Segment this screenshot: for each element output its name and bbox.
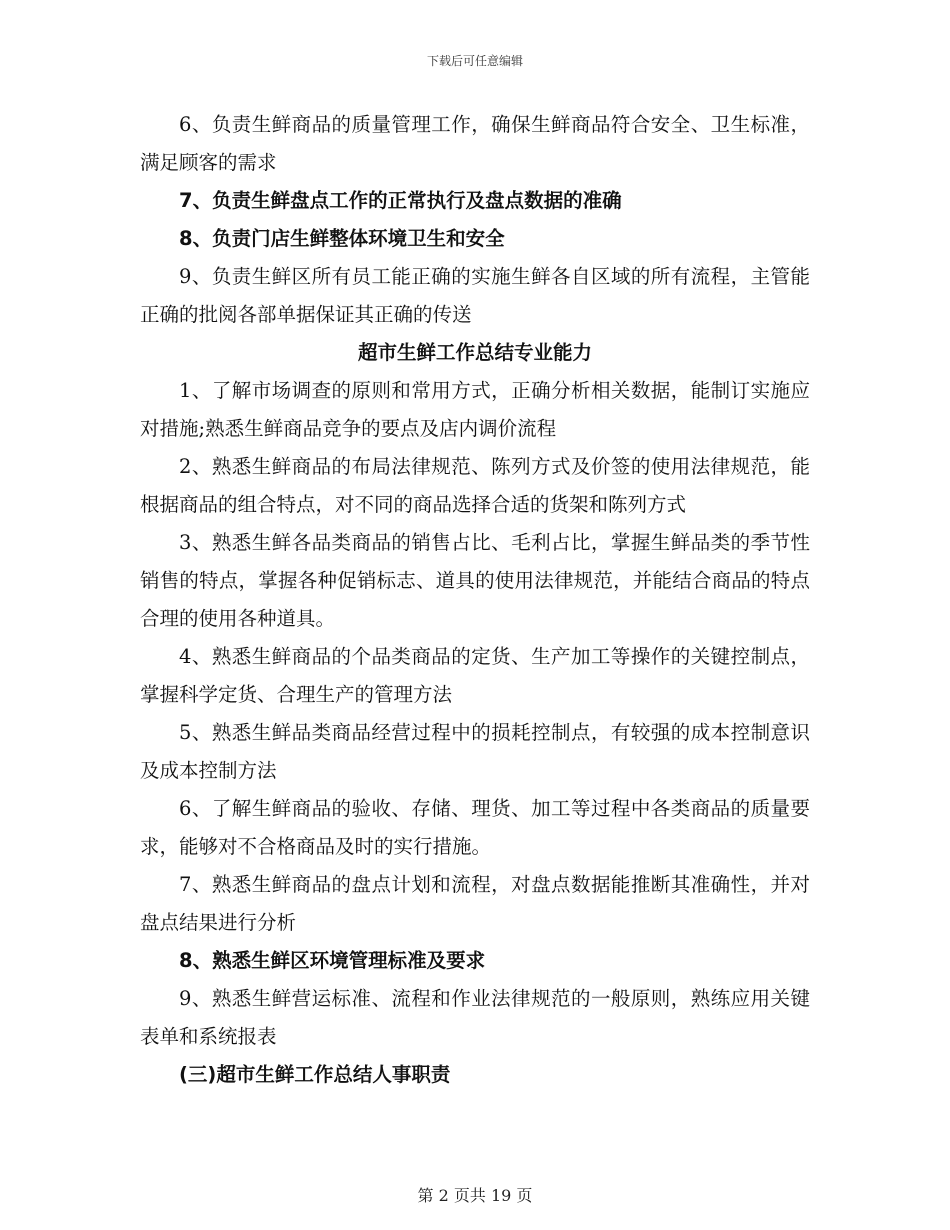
subsection-heading: (三)超市生鲜工作总结人事职责 [179,1063,451,1086]
paragraph-4: 9、负责生鲜区所有员工能正确的实施生鲜各自区域的所有流程，主管能正确的批阅各部单据保证其正确的传送 [140,265,810,326]
section-paragraph-3: 3、熟悉生鲜各品类商品的销售占比、毛利占比，掌握生鲜品类的季节性销售的特点，掌握各种促销标志、道具的使用法律规范，并能结合商品的特点合理的使用各种道具。 [140,531,810,630]
page-footer: 第 2 页共 19 页 [417,1186,533,1205]
paragraph-1: 6、负责生鲜商品的质量管理工作，确保生鲜商品符合安全、卫生标准，满足顾客的需求 [140,113,810,174]
section-paragraph-1: 1、了解市场调查的原则和常用方式，正确分析相关数据，能制订实施应对措施;熟悉生鲜商品竞争的要点及店内调价流程 [140,379,810,440]
section-paragraph-4: 4、熟悉生鲜商品的个品类商品的定货、生产加工等操作的关键控制点，掌握科学定货、合理生产的管理方法 [140,645,810,706]
section-paragraph-6: 6、了解生鲜商品的验收、存储、理货、加工等过程中各类商品的质量要求，能够对不合格商品及时的实行措施。 [140,797,810,858]
section-paragraph-7: 7、熟悉生鲜商品的盘点计划和流程，对盘点数据能推断其准确性，并对盘点结果进行分析 [140,873,810,934]
section-paragraph-5: 5、熟悉生鲜品类商品经营过程中的损耗控制点，有较强的成本控制意识及成本控制方法 [140,721,810,782]
section-paragraph-8: 8、熟悉生鲜区环境管理标准及要求 [179,949,486,972]
paragraph-3: 8、负责门店生鲜整体环境卫生和安全 [179,227,505,250]
page-header: 下载后可任意编辑 [426,54,523,68]
document-body [140,106,810,1094]
section-heading: 超市生鲜工作总结专业能力 [357,341,592,364]
section-paragraph-9: 9、熟悉生鲜营运标准、流程和作业法律规范的一般原则，熟练应用关键表单和系统报表 [140,987,810,1048]
section-paragraph-2: 2、熟悉生鲜商品的布局法律规范、陈列方式及价签的使用法律规范，能根据商品的组合特点，对不同的商品选择合适的货架和陈列方式 [140,455,810,516]
paragraph-2: 7、负责生鲜盘点工作的正常执行及盘点数据的准确 [179,189,622,212]
